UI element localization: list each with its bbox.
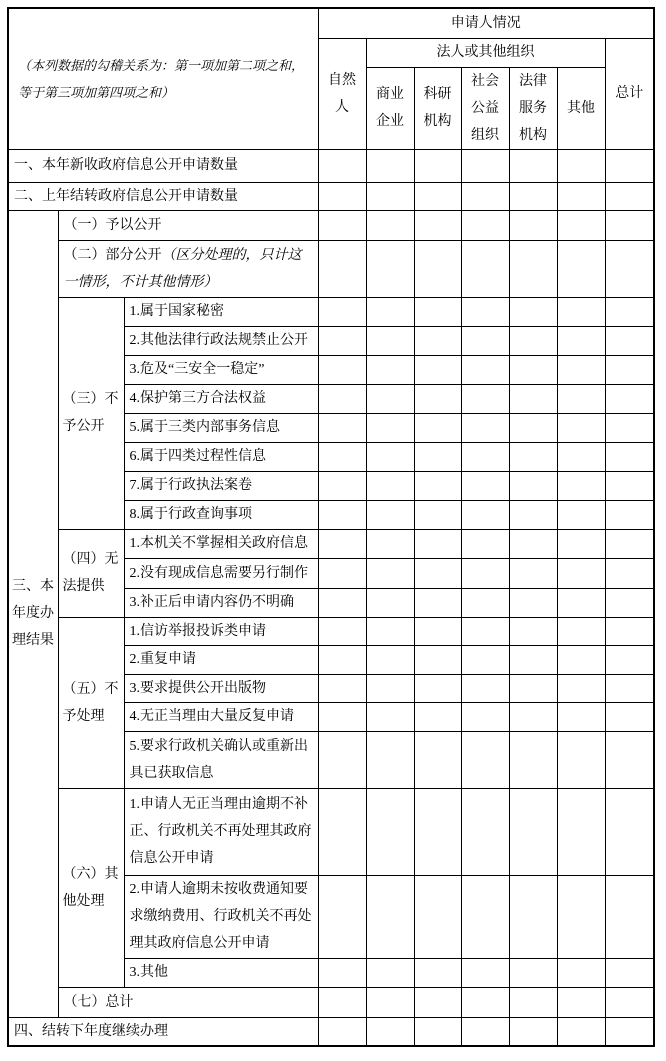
group-label-partial-text: （二）部分公开 xyxy=(63,247,162,263)
data-cell xyxy=(318,702,366,731)
data-cell xyxy=(366,297,414,326)
item-label: 3.要求提供公开出版物 xyxy=(124,674,318,702)
data-cell xyxy=(366,413,414,442)
data-cell xyxy=(509,987,557,1017)
info-disclosure-table xyxy=(7,7,655,1047)
item-label: 3.补正后申请内容仍不明确 xyxy=(124,588,318,617)
data-cell xyxy=(414,442,461,471)
data-cell xyxy=(509,500,557,529)
group-label-not-processed: （五）不予处理 xyxy=(58,617,124,788)
data-cell xyxy=(509,958,557,987)
data-cell xyxy=(366,210,414,240)
data-cell xyxy=(318,240,366,297)
data-cell xyxy=(318,987,366,1017)
data-cell xyxy=(509,702,557,731)
data-cell xyxy=(366,182,414,210)
data-cell xyxy=(605,788,654,875)
data-cell xyxy=(605,471,654,500)
data-cell xyxy=(605,413,654,442)
data-cell xyxy=(605,529,654,558)
group-label-unable: （四）无法提供 xyxy=(58,529,124,617)
data-cell xyxy=(318,875,366,958)
item-label: 4.无正当理由大量反复申请 xyxy=(124,702,318,731)
data-cell xyxy=(366,442,414,471)
data-cell xyxy=(318,500,366,529)
data-cell xyxy=(461,471,509,500)
data-cell xyxy=(605,355,654,384)
data-cell xyxy=(318,413,366,442)
data-cell xyxy=(461,442,509,471)
data-cell xyxy=(557,182,605,210)
data-cell xyxy=(509,149,557,182)
data-cell xyxy=(461,558,509,588)
data-cell xyxy=(366,1017,414,1046)
data-cell xyxy=(509,384,557,413)
data-cell xyxy=(366,987,414,1017)
data-cell xyxy=(557,500,605,529)
org-type-header-other: 其他 xyxy=(557,67,605,149)
data-cell xyxy=(366,958,414,987)
data-cell xyxy=(509,558,557,588)
data-cell xyxy=(318,731,366,788)
applicant-status-header: 申请人情况 xyxy=(318,8,654,38)
data-cell xyxy=(605,617,654,645)
data-cell xyxy=(366,471,414,500)
data-cell xyxy=(557,788,605,875)
item-label: 2.申请人逾期未按收费通知要求缴纳费用、行政机关不再处理其政府信息公开申请 xyxy=(124,875,318,958)
data-cell xyxy=(366,240,414,297)
data-cell xyxy=(461,326,509,355)
data-cell xyxy=(414,413,461,442)
org-type-header-public-welfare: 社会公益组织 xyxy=(461,67,509,149)
row-carried-over: 二、上年结转政府信息公开申请数量 xyxy=(8,182,318,210)
data-cell xyxy=(605,958,654,987)
data-cell xyxy=(318,384,366,413)
data-cell xyxy=(509,1017,557,1046)
data-cell xyxy=(461,731,509,788)
item-label: 3.其他 xyxy=(124,958,318,987)
data-cell xyxy=(605,702,654,731)
data-cell xyxy=(557,987,605,1017)
data-cell xyxy=(509,297,557,326)
data-cell xyxy=(318,355,366,384)
data-cell xyxy=(318,645,366,674)
data-cell xyxy=(414,297,461,326)
data-cell xyxy=(557,645,605,674)
data-cell xyxy=(414,645,461,674)
data-cell xyxy=(557,731,605,788)
item-label: 1.申请人无正当理由逾期不补正、行政机关不再处理其政府信息公开申请 xyxy=(124,788,318,875)
data-cell xyxy=(605,674,654,702)
data-cell xyxy=(366,500,414,529)
group-label-denied: （三）不予公开 xyxy=(58,297,124,529)
data-cell xyxy=(509,210,557,240)
item-label: 2.没有现成信息需要另行制作 xyxy=(124,558,318,588)
data-cell xyxy=(605,384,654,413)
data-cell xyxy=(461,674,509,702)
data-cell xyxy=(605,326,654,355)
data-cell xyxy=(605,558,654,588)
data-cell xyxy=(366,617,414,645)
data-cell xyxy=(605,731,654,788)
data-cell xyxy=(461,702,509,731)
data-cell xyxy=(461,788,509,875)
data-cell xyxy=(461,588,509,617)
data-cell xyxy=(414,240,461,297)
item-label: 6.属于四类过程性信息 xyxy=(124,442,318,471)
data-cell xyxy=(414,731,461,788)
data-cell xyxy=(509,413,557,442)
data-cell xyxy=(509,645,557,674)
data-cell xyxy=(461,1017,509,1046)
data-cell xyxy=(605,500,654,529)
item-label: 2.其他法律行政法规禁止公开 xyxy=(124,326,318,355)
data-cell xyxy=(366,529,414,558)
data-cell xyxy=(557,1017,605,1046)
data-cell xyxy=(557,471,605,500)
data-cell xyxy=(318,529,366,558)
data-cell xyxy=(461,182,509,210)
group-label-partial-note: （区分处理的，只计这一情形，不计其他情形） xyxy=(63,247,302,290)
data-cell xyxy=(461,413,509,442)
data-cell xyxy=(318,588,366,617)
data-cell xyxy=(461,987,509,1017)
section-annual-results: 三、本年度办理结果 xyxy=(8,210,58,1017)
org-type-header-commercial: 商业企业 xyxy=(366,67,414,149)
data-cell xyxy=(509,674,557,702)
data-cell xyxy=(318,958,366,987)
data-cell xyxy=(318,210,366,240)
data-cell xyxy=(557,674,605,702)
data-cell xyxy=(414,788,461,875)
data-cell xyxy=(509,240,557,297)
data-cell xyxy=(461,297,509,326)
data-cell xyxy=(414,182,461,210)
data-cell xyxy=(605,588,654,617)
data-cell xyxy=(509,471,557,500)
data-cell xyxy=(461,500,509,529)
data-cell xyxy=(509,442,557,471)
merge-relation-note: （本列数据的勾稽关系为：第一项加第二项之和，等于第三项加第四项之和） xyxy=(8,8,318,149)
data-cell xyxy=(414,958,461,987)
data-cell xyxy=(509,529,557,558)
data-cell xyxy=(414,529,461,558)
total-header: 总计 xyxy=(605,38,654,149)
data-cell xyxy=(318,442,366,471)
data-cell xyxy=(414,149,461,182)
data-cell xyxy=(461,355,509,384)
data-cell xyxy=(366,674,414,702)
group-label-subtotal: （七）总计 xyxy=(58,987,318,1017)
data-cell xyxy=(557,297,605,326)
data-cell xyxy=(318,674,366,702)
data-cell xyxy=(414,588,461,617)
data-cell xyxy=(605,442,654,471)
data-cell xyxy=(605,240,654,297)
data-cell xyxy=(605,149,654,182)
data-cell xyxy=(414,500,461,529)
data-cell xyxy=(318,326,366,355)
data-cell xyxy=(461,529,509,558)
item-label: 5.要求行政机关确认或重新出具已获取信息 xyxy=(124,731,318,788)
data-cell xyxy=(414,674,461,702)
data-cell xyxy=(318,1017,366,1046)
data-cell xyxy=(366,788,414,875)
data-cell xyxy=(557,326,605,355)
data-cell xyxy=(366,558,414,588)
data-cell xyxy=(509,788,557,875)
data-cell xyxy=(557,702,605,731)
data-cell xyxy=(318,788,366,875)
item-label: 8.属于行政查询事项 xyxy=(124,500,318,529)
data-cell xyxy=(557,240,605,297)
data-cell xyxy=(605,875,654,958)
data-cell xyxy=(605,987,654,1017)
data-cell xyxy=(461,617,509,645)
data-cell xyxy=(366,149,414,182)
data-cell xyxy=(366,702,414,731)
org-type-header-research: 科研机构 xyxy=(414,67,461,149)
data-cell xyxy=(557,875,605,958)
data-cell xyxy=(509,731,557,788)
data-cell xyxy=(461,958,509,987)
data-cell xyxy=(509,875,557,958)
legal-org-group-header: 法人或其他组织 xyxy=(366,38,605,67)
data-cell xyxy=(414,702,461,731)
item-label: 7.属于行政执法案卷 xyxy=(124,471,318,500)
data-cell xyxy=(318,471,366,500)
data-cell xyxy=(461,384,509,413)
row-carry-next-year: 四、结转下年度继续办理 xyxy=(8,1017,318,1046)
data-cell xyxy=(366,731,414,788)
data-cell xyxy=(366,326,414,355)
data-cell xyxy=(557,588,605,617)
data-cell xyxy=(414,384,461,413)
data-cell xyxy=(318,558,366,588)
data-cell xyxy=(509,326,557,355)
data-cell xyxy=(557,210,605,240)
data-cell xyxy=(318,297,366,326)
data-cell xyxy=(461,149,509,182)
data-cell xyxy=(605,182,654,210)
data-cell xyxy=(414,1017,461,1046)
data-cell xyxy=(605,1017,654,1046)
data-cell xyxy=(414,210,461,240)
item-label: 4.保护第三方合法权益 xyxy=(124,384,318,413)
data-cell xyxy=(557,149,605,182)
data-cell xyxy=(557,529,605,558)
item-label: 1.属于国家秘密 xyxy=(124,297,318,326)
data-cell xyxy=(557,617,605,645)
data-cell xyxy=(557,384,605,413)
data-cell xyxy=(414,355,461,384)
item-label: 3.危及“三安全一稳定” xyxy=(124,355,318,384)
data-cell xyxy=(414,617,461,645)
data-cell xyxy=(509,588,557,617)
data-cell xyxy=(557,558,605,588)
data-cell xyxy=(461,645,509,674)
data-cell xyxy=(557,958,605,987)
group-label-granted: （一）予以公开 xyxy=(58,210,318,240)
data-cell xyxy=(509,355,557,384)
item-label: 1.信访举报投诉类申请 xyxy=(124,617,318,645)
data-cell xyxy=(414,558,461,588)
data-cell xyxy=(605,210,654,240)
group-label-other-handling: （六）其他处理 xyxy=(58,788,124,987)
data-cell xyxy=(366,355,414,384)
org-type-header-legal-service: 法律服务机构 xyxy=(509,67,557,149)
item-label: 2.重复申请 xyxy=(124,645,318,674)
data-cell xyxy=(366,645,414,674)
data-cell xyxy=(366,588,414,617)
data-cell xyxy=(461,210,509,240)
group-label-partial xyxy=(58,240,318,297)
data-cell xyxy=(414,875,461,958)
data-cell xyxy=(509,182,557,210)
data-cell xyxy=(557,355,605,384)
item-label: 5.属于三类内部事务信息 xyxy=(124,413,318,442)
data-cell xyxy=(366,384,414,413)
row-new-requests: 一、本年新收政府信息公开申请数量 xyxy=(8,149,318,182)
data-cell xyxy=(414,471,461,500)
data-cell xyxy=(414,326,461,355)
data-cell xyxy=(318,149,366,182)
data-cell xyxy=(605,645,654,674)
data-cell xyxy=(461,240,509,297)
data-cell xyxy=(557,442,605,471)
data-cell xyxy=(461,875,509,958)
data-cell xyxy=(605,297,654,326)
data-cell xyxy=(318,617,366,645)
data-cell xyxy=(557,413,605,442)
item-label: 1.本机关不掌握相关政府信息 xyxy=(124,529,318,558)
natural-person-header: 自然人 xyxy=(318,38,366,149)
data-cell xyxy=(318,182,366,210)
data-cell xyxy=(509,617,557,645)
data-cell xyxy=(366,875,414,958)
data-cell xyxy=(414,987,461,1017)
